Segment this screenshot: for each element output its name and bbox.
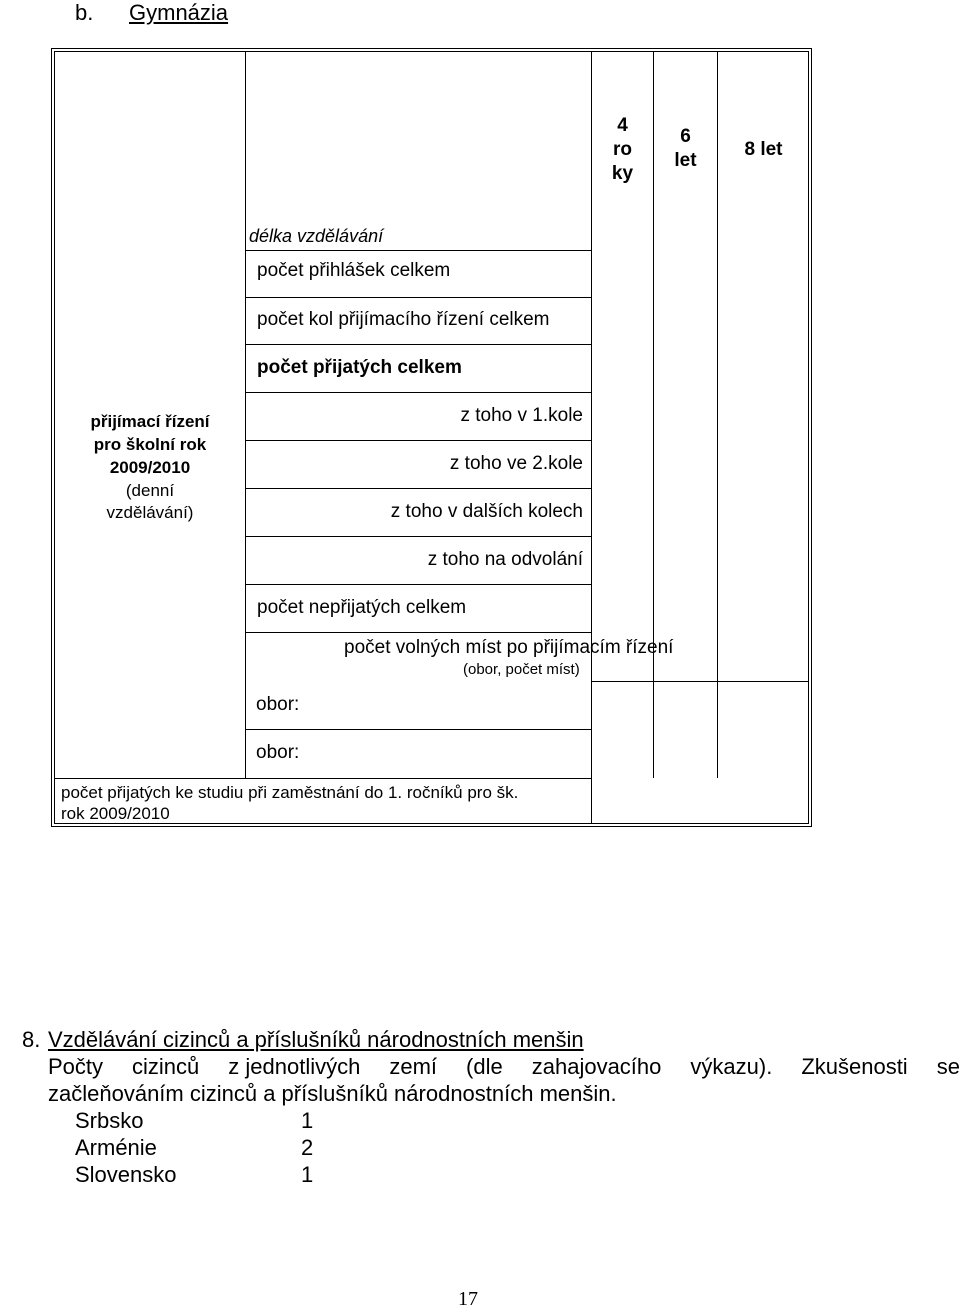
row-line [591, 681, 809, 682]
section-letter: b. [75, 0, 94, 25]
left-label-line2: pro školní rok [93, 435, 207, 454]
country-name: Arménie [75, 1135, 157, 1160]
para-word: zemí [389, 1054, 438, 1079]
country-count: 1 [301, 1162, 314, 1187]
country-count: 2 [301, 1135, 314, 1160]
para-word: (dle [466, 1054, 503, 1079]
para-word: z jednotlivých [228, 1054, 361, 1079]
row-line [245, 344, 591, 345]
page-number: 17 [458, 1288, 478, 1310]
header-4roky-line3: ky [611, 163, 634, 184]
country-name: Srbsko [75, 1108, 144, 1133]
header-4roky-line1: 4 [617, 115, 628, 136]
section8-paragraph-line2: začleňováním cizinců a příslušníků národnostních menšin. [48, 1081, 617, 1106]
row-pocet-kol: počet kol přijímacího řízení celkem [257, 309, 550, 330]
section8-paragraph-line1 [48, 1054, 960, 1079]
row-volna-mista: počet volných míst po přijímacím řízení [344, 637, 674, 658]
left-label-line4: (denní [125, 481, 175, 500]
para-word: Zkušenosti [801, 1054, 908, 1079]
para-word: Počty [48, 1054, 104, 1079]
row-delka-vzdelavani: délka vzdělávání [249, 226, 384, 246]
row-pocet-neprijatych: počet nepřijatých celkem [257, 597, 467, 618]
country-name: Slovensko [75, 1162, 177, 1187]
row-line [54, 778, 591, 779]
row-volna-mista-sub: (obor, počet míst) [463, 661, 580, 678]
row-pocet-prijatych: počet přijatých celkem [257, 357, 462, 378]
row-line [245, 536, 591, 537]
left-label-line3: 2009/2010 [109, 458, 191, 477]
left-label-line5: vzdělávání) [106, 503, 194, 522]
row-line [245, 729, 591, 730]
row-line [245, 632, 591, 633]
row-obor-2: obor: [256, 742, 300, 763]
header-4roky-line2: ro [613, 139, 632, 160]
row-zamestnani-line1: počet přijatých ke studiu při zaměstnání do 1. ročníků pro šk. [61, 783, 519, 802]
para-word: výkazu). [690, 1054, 773, 1079]
para-word: cizinců [132, 1054, 200, 1079]
para-word: se [936, 1054, 960, 1079]
row-z-toho-2-kole: z toho ve 2.kole [449, 453, 583, 474]
row-z-toho-odvolani: z toho na odvolání [427, 549, 583, 570]
section8-number: 8. [22, 1027, 41, 1052]
header-8let: 8 let [744, 139, 783, 160]
row-obor-1: obor: [256, 694, 300, 715]
country-count: 1 [301, 1108, 314, 1133]
header-6let-line1: 6 [680, 126, 691, 147]
row-line [245, 440, 591, 441]
row-z-toho-1-kole: z toho v 1.kole [460, 405, 583, 426]
row-zamestnani-line2: rok 2009/2010 [61, 804, 170, 823]
row-z-toho-dalsi-kola: z toho v dalších kolech [390, 501, 583, 522]
col-divider-left [245, 51, 246, 778]
row-line [245, 297, 591, 298]
row-line [245, 392, 591, 393]
row-line [245, 250, 591, 251]
section8-title: Vzdělávání cizinců a příslušníků národnostních menšin [48, 1027, 584, 1052]
left-label-line1: přijímací řízení [90, 412, 210, 431]
row-line [245, 488, 591, 489]
row-pocet-prihlasek: počet přihlášek celkem [257, 260, 451, 281]
header-6let-line2: let [674, 150, 697, 171]
para-word: zahajovacího [531, 1054, 662, 1079]
section-title: Gymnázia [129, 0, 229, 25]
row-line [245, 584, 591, 585]
